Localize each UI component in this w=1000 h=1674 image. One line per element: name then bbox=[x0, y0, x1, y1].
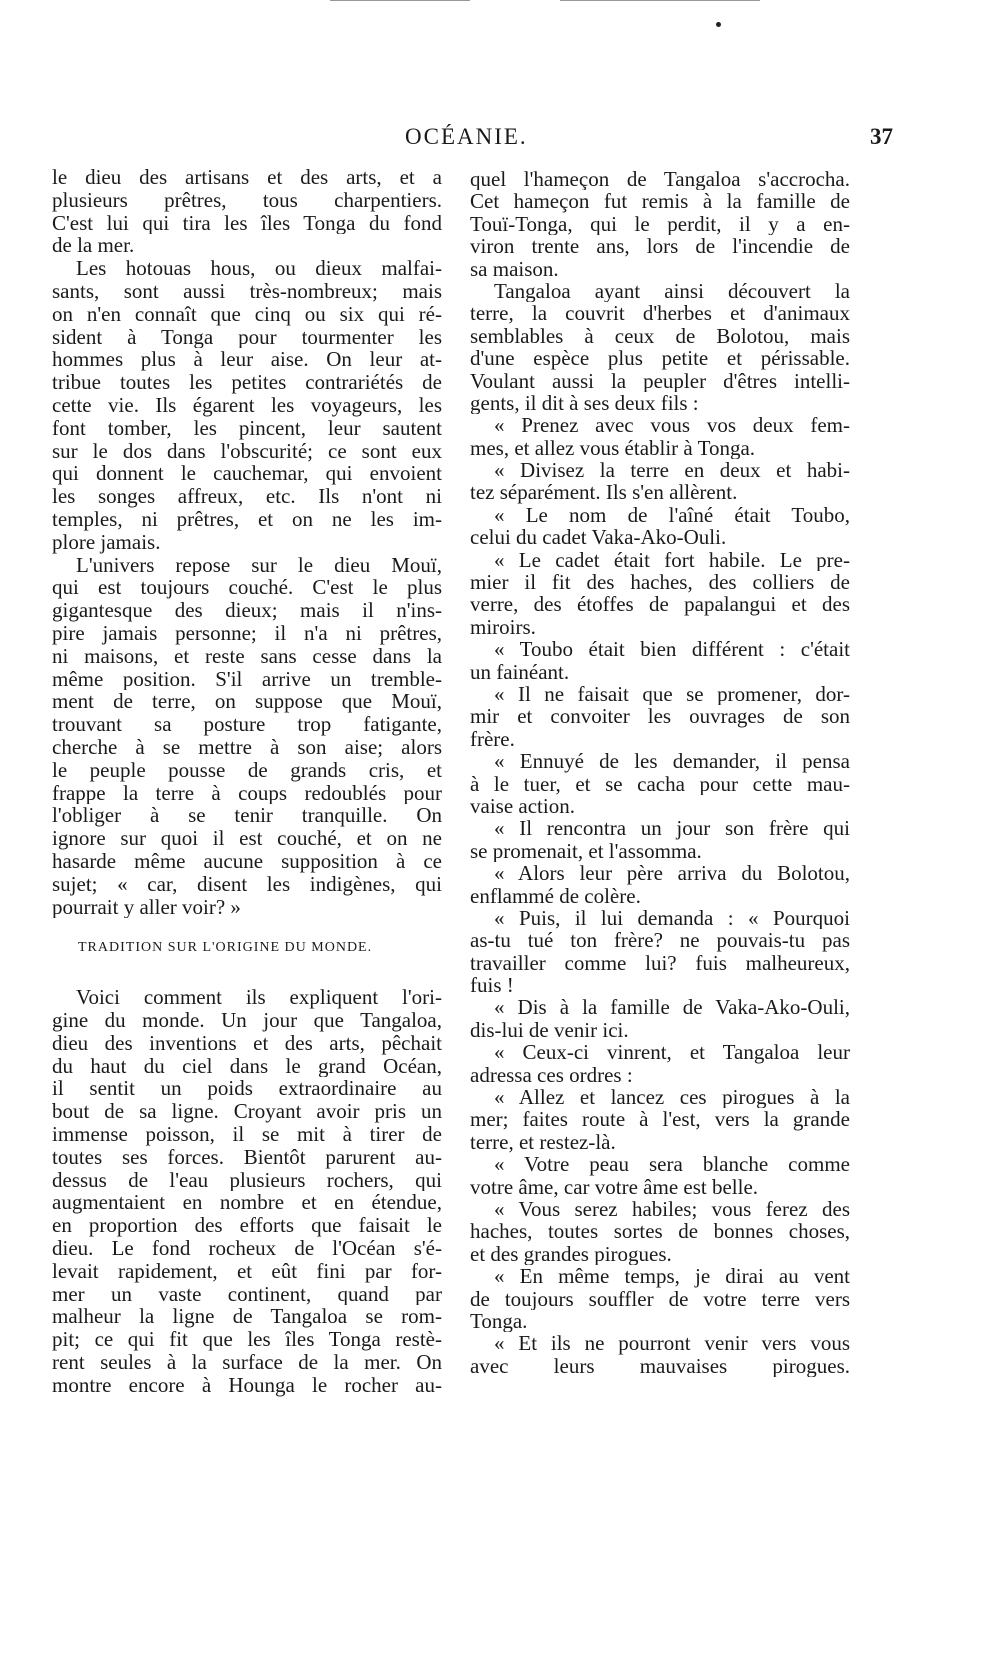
text-line: hommes plus à leur aise. On leur at- bbox=[52, 348, 442, 372]
text-line: ignore sur quoi il est couché, et on ne bbox=[52, 827, 442, 850]
text-line: L'univers repose sur le dieu Mouï, bbox=[76, 553, 442, 577]
text-line: augmentaient en nombre et en étendue, bbox=[52, 1191, 442, 1215]
text-line: Voulant aussi la peupler d'êtres intelli- bbox=[470, 369, 850, 392]
text-line: « Ennuyé de les demander, il pensa bbox=[494, 750, 850, 773]
text-line: sants, sont aussi très-nombreux; mais bbox=[52, 279, 442, 303]
text-line: hasarde même aucune supposition à ce bbox=[52, 849, 442, 873]
text-line: il sentit un poids extraordinaire au bbox=[52, 1077, 442, 1101]
scan-artifact bbox=[330, 0, 470, 1]
text-line: miroirs. bbox=[470, 615, 536, 639]
text-line: qui est toujours couché. C'est le plus bbox=[52, 576, 442, 600]
text-line: levait rapidement, et eût fini par for- bbox=[52, 1259, 442, 1283]
text-line: pourrait y aller voir? » bbox=[52, 895, 241, 919]
text-line: ni maisons, et reste sans cesse dans la bbox=[52, 644, 442, 668]
text-line: Cet hameçon fut remis à la famille de bbox=[470, 190, 850, 213]
text-line: votre âme, car votre âme est belle. bbox=[470, 1175, 759, 1198]
text-line: gents, il dit à ses deux fils : bbox=[470, 391, 699, 415]
text-line: terre, la couvrit d'herbes et d'animaux bbox=[470, 302, 850, 325]
paragraph bbox=[470, 414, 850, 459]
text-line: pire jamais personne; il n'a ni prêtres, bbox=[52, 621, 442, 645]
text-line: immense poisson, il se mit à tirer de bbox=[52, 1123, 442, 1146]
scan-artifact bbox=[560, 0, 760, 1]
text-line: trouvant sa posture trop fatigante, bbox=[52, 713, 442, 736]
text-line: plore jamais. bbox=[52, 530, 161, 554]
text-line: dieu. Le fond rocheux de l'Océan s'é- bbox=[52, 1237, 442, 1260]
text-line: montre encore à Hounga le rocher au- bbox=[52, 1373, 442, 1397]
text-line: frappe la terre à coups redoublés pour bbox=[52, 781, 442, 805]
paragraph bbox=[470, 168, 850, 280]
paragraph bbox=[470, 504, 850, 549]
text-line: « En même temps, je dirai au vent bbox=[494, 1265, 850, 1288]
paragraph bbox=[470, 638, 850, 683]
paragraph bbox=[470, 1332, 850, 1377]
text-line: sur le dos dans l'obscurité; ce sont eux bbox=[52, 439, 442, 463]
paragraph bbox=[470, 1265, 850, 1332]
text-line: « Dis à la famille de Vaka-Ako-Ouli, bbox=[494, 996, 850, 1019]
text-line: frère. bbox=[470, 727, 515, 751]
text-line: adressa ces ordres : bbox=[470, 1063, 633, 1087]
left-column bbox=[52, 166, 442, 1397]
paragraph bbox=[470, 907, 850, 997]
text-line: dis-lui de venir ici. bbox=[470, 1018, 629, 1042]
text-line: « Votre peau sera blanche comme bbox=[494, 1153, 850, 1176]
text-line: « Le nom de l'aîné était Toubo, bbox=[494, 503, 850, 527]
paragraph bbox=[52, 554, 442, 919]
text-line: « Toubo était bien différent : c'était bbox=[494, 638, 850, 661]
text-line: de la mer. bbox=[52, 234, 135, 258]
text-line: terre, et restez-là. bbox=[470, 1130, 616, 1154]
section-heading: TRADITION SUR L'ORIGINE DU MONDE. bbox=[78, 940, 373, 956]
paragraph bbox=[52, 257, 442, 553]
text-line: C'est lui qui tira les îles Tonga du fond bbox=[52, 211, 442, 235]
text-line: temples, ni prêtres, et on ne les im- bbox=[52, 507, 442, 531]
text-line: « Divisez la terre en deux et habi- bbox=[494, 459, 850, 482]
text-line: mir et convoiter les ouvrages de son bbox=[470, 705, 850, 728]
text-line: mer un vaste continent, quand par bbox=[52, 1282, 442, 1306]
text-line: « Prenez avec vous vos deux fem- bbox=[494, 414, 850, 437]
text-line: toutes ses forces. Bientôt parurent au- bbox=[52, 1145, 442, 1169]
text-line: rent seules à la surface de la mer. On bbox=[52, 1351, 442, 1374]
text-line: le dieu des artisans et des arts, et a bbox=[52, 166, 442, 189]
paragraph bbox=[470, 750, 850, 817]
text-line: en proportion des efforts que faisait le bbox=[52, 1214, 442, 1238]
paragraph bbox=[470, 280, 850, 414]
text-line: viron trente ans, lors de l'incendie de bbox=[470, 235, 850, 258]
text-line: un fainéant. bbox=[470, 660, 570, 683]
text-line: sa maison. bbox=[470, 257, 559, 280]
paragraph bbox=[470, 1198, 850, 1265]
text-line: quel l'hameçon de Tangaloa s'accrocha. bbox=[470, 168, 850, 191]
paragraph bbox=[470, 1041, 850, 1086]
paragraph bbox=[470, 549, 850, 639]
text-line: Tangaloa ayant ainsi découvert la bbox=[494, 279, 850, 303]
text-line: « Et ils ne pourront venir vers vous bbox=[494, 1332, 850, 1355]
text-line: cette vie. Ils égarent les voyageurs, les bbox=[52, 393, 442, 417]
text-line: dessus de l'eau plusieurs rochers, qui bbox=[52, 1168, 442, 1192]
text-line: verre, des étoffes de papalangui et des bbox=[470, 593, 850, 616]
text-line: vaise action. bbox=[470, 794, 575, 818]
text-line: Touï-Tonga, qui le perdit, il y a en- bbox=[470, 212, 850, 236]
text-line: se promenait, et l'assomma. bbox=[470, 839, 702, 863]
text-line: travailler comme lui? fuis malheureux, bbox=[470, 951, 850, 975]
page-number: 37 bbox=[870, 124, 893, 149]
scan-artifact bbox=[716, 22, 721, 27]
text-line: as-tu tué ton frère? ne pouvais-tu pas bbox=[470, 929, 850, 952]
text-line: gine du monde. Un jour que Tangaloa, bbox=[52, 1009, 442, 1032]
text-line: mer; faites route à l'est, vers la grande bbox=[470, 1108, 850, 1131]
text-line: d'une espèce plus petite et périssable. bbox=[470, 347, 850, 370]
text-line: le peuple pousse de grands cris, et bbox=[52, 758, 442, 782]
paragraph bbox=[470, 683, 850, 750]
text-line: l'obliger à se tenir tranquille. On bbox=[52, 804, 442, 828]
paragraph bbox=[52, 166, 442, 257]
text-line: font tomber, les pincent, leur sautent bbox=[52, 416, 442, 440]
text-line: gigantesque des dieux; mais il n'ins- bbox=[52, 599, 442, 622]
text-line: celui du cadet Vaka-Ako-Ouli. bbox=[470, 526, 727, 549]
text-line: plusieurs prêtres, tous charpentiers. bbox=[52, 188, 442, 212]
paragraph bbox=[470, 1086, 850, 1153]
text-line: fuis ! bbox=[470, 974, 514, 997]
text-line: « Il ne faisait que se promener, dor- bbox=[494, 682, 850, 706]
right-column bbox=[470, 168, 850, 1377]
paragraph bbox=[470, 996, 850, 1041]
text-line: « Allez et lancez ces pirogues à la bbox=[494, 1086, 850, 1109]
text-line: Voici comment ils expliquent l'ori- bbox=[76, 986, 442, 1010]
paragraph bbox=[470, 817, 850, 862]
text-line: on n'en connaît que cinq ou six qui ré- bbox=[52, 302, 442, 326]
running-header-title: OCÉANIE. bbox=[405, 124, 528, 149]
text-line: enflammé de colère. bbox=[470, 884, 641, 907]
text-line: Les hotouas hous, ou dieux malfai- bbox=[76, 257, 442, 280]
text-line: « Il rencontra un jour son frère qui bbox=[494, 817, 850, 840]
text-line: mes, et allez vous établir à Tonga. bbox=[470, 436, 756, 460]
text-line: semblables à ceux de Bolotou, mais bbox=[470, 324, 850, 348]
text-line: cherche à se mettre à son aise; alors bbox=[52, 735, 442, 759]
text-line: même position. S'il arrive un tremble- bbox=[52, 667, 442, 691]
paragraph bbox=[470, 862, 850, 907]
text-line: « Vous serez habiles; vous ferez des bbox=[494, 1197, 850, 1221]
text-line: tez séparément. Ils s'en allèrent. bbox=[470, 481, 738, 504]
text-line: sujet; « car, disent les indigènes, qui bbox=[52, 872, 442, 896]
paragraph bbox=[470, 459, 850, 504]
text-line: mier il fit des haches, des colliers de bbox=[470, 571, 850, 594]
text-line: Tonga. bbox=[470, 1309, 528, 1333]
text-line: pit; ce qui fit que les îles Tonga restè- bbox=[52, 1328, 442, 1352]
text-line: qui donnent le cauchemar, qui envoient bbox=[52, 462, 442, 486]
text-line: « Puis, il lui demanda : « Pourquoi bbox=[494, 906, 850, 930]
text-line: avec leurs mauvaises pirogues. bbox=[470, 1354, 850, 1378]
text-line: tribue toutes les petites contrariétés de bbox=[52, 371, 442, 394]
text-line: malheur la ligne de Tangaloa se rom- bbox=[52, 1305, 442, 1329]
text-line: « Ceux-ci vinrent, et Tangaloa leur bbox=[494, 1041, 850, 1064]
text-line: « Le cadet était fort habile. Le pre- bbox=[494, 548, 850, 572]
text-line: sident à Tonga pour tourmenter les bbox=[52, 325, 442, 349]
text-line: bout de sa ligne. Croyant avoir pris un bbox=[52, 1100, 442, 1124]
text-line: haches, toutes sortes de bonnes choses, bbox=[470, 1220, 850, 1243]
text-line: ment de terre, on suppose que Mouï, bbox=[52, 690, 442, 714]
paragraph bbox=[52, 986, 442, 1396]
text-line: les songes affreux, etc. Ils n'ont ni bbox=[52, 485, 442, 508]
text-line: et des grandes pirogues. bbox=[470, 1242, 672, 1266]
text-line: de toujours souffler de votre terre vers bbox=[470, 1287, 850, 1310]
text-line: à le tuer, et se cacha pour cette mau- bbox=[470, 772, 850, 795]
paragraph bbox=[470, 1153, 850, 1198]
text-line: dieu des inventions et des arts, pêchait bbox=[52, 1031, 442, 1055]
text-line: « Alors leur père arriva du Bolotou, bbox=[494, 862, 850, 885]
text-line: du haut du ciel dans le grand Océan, bbox=[52, 1054, 442, 1078]
